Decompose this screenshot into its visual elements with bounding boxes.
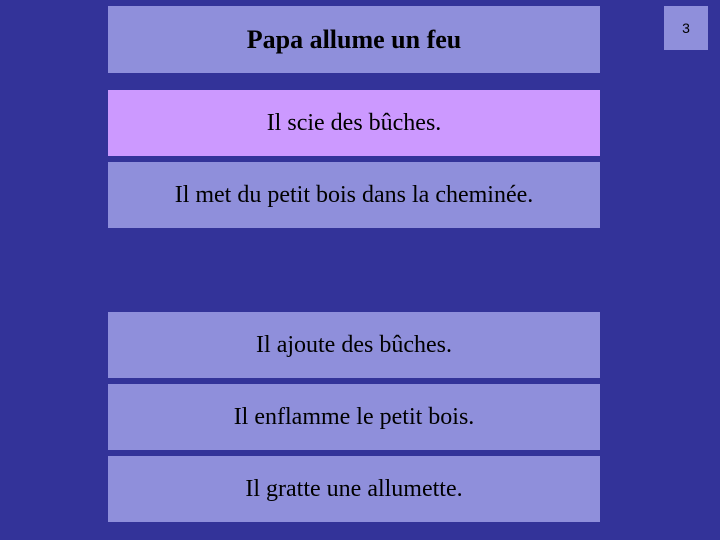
step-card-highlighted[interactable]: Il scie des bûches. xyxy=(108,90,600,156)
step-card[interactable]: Il enflamme le petit bois. xyxy=(108,384,600,450)
step-card[interactable]: Il ajoute des bûches. xyxy=(108,312,600,378)
step-card[interactable]: Il met du petit bois dans la cheminée. xyxy=(108,162,600,228)
step-card[interactable]: Il gratte une allumette. xyxy=(108,456,600,522)
slide-title: Papa allume un feu xyxy=(108,6,600,73)
page-number-badge: 3 xyxy=(664,6,708,50)
